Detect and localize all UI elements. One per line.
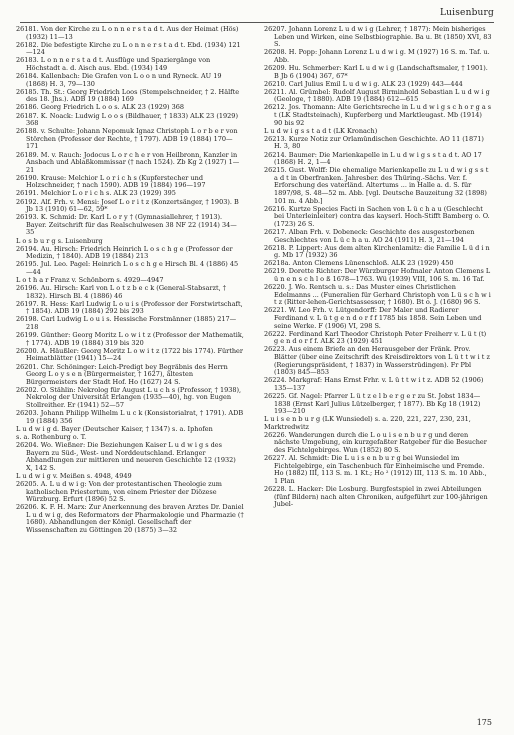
bibliography-entry: L o t h a r Franz v. Schönborn s. 4929—4947 (16, 276, 164, 284)
bibliography-entry: 26205. A. L u d w i g: Von der protestantischen Theologie zum katholischen Priestertum, von einem Priester der Diözese Würzburg. Erfurt (1896) 52 S. (16, 479, 222, 504)
bibliography-entry: 26183. L o n n e r s t a d t. Ausflüge und Spaziergänge von Höchstadt a. d. Aisch aus. Ebd. (1934) 149 (16, 56, 211, 72)
bibliography-entry: 26204. Wo. Wießner: Die Beziehungen Kaiser L u d w i g s des Bayern zu Süd-, West- und Norddeutschland. Erlanger Abhandlungen zur mittleren und neueren Geschichte 12 (1932) X, 142 S. (16, 440, 236, 472)
bibliography-entry: L u d w i g v. Meißen s. 4948, 4949 (16, 471, 132, 480)
bibliography-entry: 26188. v. Schulte: Johann Nepomuk Ignaz Christoph L o r b e r von Störchen (Professor der Rechte, † 1797). ADB 19 (1884) 170—171 (16, 127, 238, 151)
bibliography-entry: 26189. M. v. Rauch: Jodocus L o r c h e r von Heilbronn, Kanzler in Ansbach und Ablaßkommissar († nach 1524). Zb Kg 2 (1927) 1—21 (16, 150, 240, 174)
bibliography-entry: 26208. H. Popp: Johann Lorenz L u d w i g. M (1927) 16 S. m. Taf. u. Abb. (264, 48, 490, 64)
bibliography-entry: 26228. L. Hacker: Die Losburg. Burgfestspiel in zwei Abteilungen (fünf Bildern) nach alten Chroniken, aufgeführt zur 100-jährigen Jubel- (264, 485, 488, 509)
bibliography-entry: 26214. Baumer: Die Marienkapelle in L u d w i g s s t a d t. AO 17 (1868) H. 2, 1—4 (264, 150, 482, 167)
bibliography-entry: 26206. K. F. H. Marx: Zur Anerkennung des braven Arztes Dr. Daniel L u d w i g, des Reformators der Pharmakologie und Pharmazie († 1680). Abhandlungen der Königl. Gesellschaft der Wissenschaften zu Göttingen 20 (1875) 3—32 (16, 503, 244, 534)
bibliography-entry: 26194. Au. Hirsch: Friedrich Heinrich L o s c h g e (Professor der Medizin, † 1840). ADB 19 (1884) 213 (16, 244, 233, 261)
bibliography-entry: 26200. A. Häußler: Georg Moritz L o w i t z (1722 bis 1774). Fürther Heimatblätter (1941) 15—24 (16, 346, 243, 363)
bibliography-entry: s. a. Rothenburg o. T. (16, 432, 87, 441)
bibliography-entry: 26190. Krause: Melchior L o r i c h s (Kupferstecher und Holzschneider, † nach 1590). ADB 19 (1884) 196—197 (16, 173, 206, 190)
bibliography-entry: 26184. Kallenbach: Die Grafen von L o o n und Ryneck. AU 19 (1868) H. 3, 79—130 (16, 72, 222, 88)
bibliography-entry: 26224. Markgraf: Hans Ernst Frhr. v. L ü t t w i t z. ADB 52 (1906) 135—137 (264, 376, 484, 392)
bibliography-entry: L o s b u r g s. Luisenburg (16, 236, 103, 245)
bibliography-entry: L u d w i g d. Bayer (Deutscher Kaiser, † 1347) s. a. Iphofen (16, 424, 213, 433)
bibliography-entry: 26201. Chr. Schöninger: Leich-Predigt bey Begräbnis des Herrn Georg L o y s e n (Bürgermeister, † 1627), ältesten Bürgermeisters der Stadt Hof. Ho (1627) 24 S. (16, 362, 228, 386)
bibliography-entry: 26202. O. Stählin: Nekrolog für August L u c h s (Professor, † 1938), Nekrolog der Universität Erlangen (1935—40), hg. von Eugen Stollreither. Er (1941) 52—57 (16, 385, 242, 409)
bibliography-entry: 26185. Th. St.: Georg Friedrich Loos (Stempelschneider, † 2. Hälfte des 18. Jhs.). ADB 19 (1884) 169 (16, 87, 240, 104)
bibliography-entry: 26212. Jos. Thomann: Alte Gerichtsreche in L u d w i g s c h o r g a s t (LK Stadtsteinach), Kupferberg und Marktleugast. Mb (1914) 90 bis 92 (264, 103, 492, 127)
bibliography-entry: 26181. Von der Kirche zu L o n n e r s t a d t. Aus der Heimat (Hös) (1932) 11—13 (16, 25, 239, 41)
bibliography-entry: 26218a. Anton Clemens Lünenschloß. ALK 23 (1929) 450 (264, 259, 454, 268)
bibliography-entry: 26223. Aus einem Briefe an den Herausgeber der Fränk. Prov. Blätter (über eine Zeitschrift des Kreisdirektors von L ü t t w i t z (Regierungspräsident, † 1837) in Wasserstrüdingen). Fr Pbl (1803) 845—853 (264, 345, 490, 377)
bibliography-entry: 26199. Günther: Georg Moritz L o w i t z (Professor der Mathematik, † 1774). ADB 19 (1884) 319 bis 320 (16, 331, 244, 347)
bibliography-entry: L u d w i g s s t a d t (LK Kronach) (264, 126, 378, 135)
bibliography-entry: 26196. Au. Hirsch: Karl von L o t z b e c k (General-Stabsarzt, † 1832). Hirsch Bl. 4 (1886) 46 (16, 284, 227, 300)
bibliography-entry: 26226. Wanderungen durch die L o u i s e n b u r g und deren nächste Umgebung, ein kurzgefaßter Ratgeber für die Besucher des Fichtelgebirges. Wun (1852) 80 S. (264, 430, 487, 455)
bibliography-entry: 26217. Alban Frh. v. Dobeneck: Geschichte des ausgestorbenen Geschlechtes von L ü c h a u. AO 24 (1911) H. 3, 21—194 (264, 227, 475, 244)
bibliography-entry: 26193. K. Schmid: Dr. Karl L o r y † (Gymnasiallehrer, † 1913). Bayer. Zeitschrift für das Realschulwesen 38 NF 22 (1914) 34—35 (16, 213, 237, 237)
bibliography-entry: 26191. Melchior L o r i c h s. ALK 23 (1929) 395 (16, 189, 176, 198)
bibliography-entry: 26192. Alf. Frh. v. Mensi: Josef L o r i t z (Konzertsänger, † 1903). B Jb 13 (1910) 61—62, 59* (16, 197, 239, 214)
bibliography-entry: 26221. W. Leo Frh. v. Lütgendorff: Der Maler und Radierer Ferdinand v. L ü t g e n d o r f f 1785 bis 1858. Sein Leben und seine Werke. F (1906) VI, 298 S. (264, 306, 482, 330)
bibliography-entry: 26198. Carl Ludwig L o u i s. Hessische Forstmänner (1885) 217—218 (16, 315, 237, 332)
bibliography-entry: 26215. Gust. Wolff: Die ehemalige Marienkapelle zu L u d w i g s s t a d t in Oberfranken. Jahresber. des Thüring.-Sächs. Ver. f. Erforschung des vaterländ. Altertums ... in Halle a. d. S. für 1897/98, S. 48—52 m. Abb. [vgl. Deutsche Bauzeitung 32 (1898) 101 m. 4 Abb.] (264, 166, 489, 205)
header-rule (20, 22, 494, 23)
bibliography-entry: 26186. Georg Friedrich L o o s. ALK 23 (1929) 368 (16, 103, 185, 112)
running-header: Luisenburg (439, 8, 494, 18)
bibliography-entry: 26213. Kurze Notiz zur Orlamündischen Geschichte. AO 11 (1871) H. 3, 80 (264, 134, 484, 151)
bibliography-entry: 26210. Carl Julius Emil L u d w i g. ALK 23 (1929) 443—444 (264, 79, 463, 88)
bibliography-entry: 26216. Kurtze Species Facti in Sachen von L ü c h a u (Geschlecht bei Unterleinleiter) contra das kayserl. Hoch-Stifft Bamberg o. O. (1723) 26 S. (264, 204, 490, 228)
bibliography-entry: 26207. Johann Lorenz L u d w i g (Lehrer, † 1877): Mein bisheriges Leben und Wirken, eine Selbstbiographie. Ba u. Bt (1850) XVI, 83 S. (264, 25, 492, 49)
left-column (16, 26, 244, 535)
right-column (264, 26, 492, 509)
bibliography-entry: L u i s e n b u r g (LK Wunsiedel) s. a. 220, 221, 227, 230, 231, Marktredwitz (264, 415, 471, 431)
bibliography-entry: 26218. P. Lippert: Aus dem alten Kirchenlamitz: die Familie L ü d i n g. Mb 17 (1932) 36 (264, 243, 490, 260)
bibliography-entry: 26195. Jul. Leo. Pagel: Heinrich L o s c h g e Hirsch Bl. 4 (1886) 45—44 (16, 260, 239, 276)
bibliography-entry: 26211. Al. Grümbel: Rudolf August Birminhold Sebastian L u d w i g (Geologe, † 1880). ADB 19 (1884) 612—615 (264, 87, 490, 104)
page-number: 175 (476, 718, 492, 727)
bibliography-entry: 26197. R. Hess: Karl Ludwig L o u i s (Professor der Forstwirtschaft, † 1854). ADB 19 (1884) 292 bis 293 (16, 299, 243, 316)
bibliography-entry: 26219. Dorette Richter: Der Würzburger Hofmaler Anton Clemens L ü n e n s c h l o ß 1678—1763. Wü (1939) VIII, 106 S. m. 16 Taf. (264, 267, 491, 283)
bibliography-entry: 26227. Al. Schmidt: Die L u i s e n b u r g bei Wunsiedel im Fichtelgebirge, ein Taschenbuch für Einheimische und Fremde. Ho (1882) III, 113 S. m. 1 Kt.; Ho ² (1912) III, 113 S. m. 10 Abb., 1 Plan (264, 454, 487, 485)
bibliography-entry: 26222. Ferdinand Karl Theodor Christoph Peter Freiherr v. L ü t (t) g e n d o r f f. ALK 23 (1929) 451 (264, 329, 487, 346)
bibliography-entry: 26187. K. Noack: Ludwig L o o s (Bildhauer, † 1833) ALK 23 (1929) 368 (16, 111, 238, 128)
bibliography-entry: 26182. Die befestigte Kirche zu L o n n e r s t a d t. Ebd. (1934) 121—124 (16, 40, 241, 57)
bibliography-entry: 26209. Hu. Schmerber: Karl L u d w i g (Landschaftsmaler, † 1901). B Jb 6 (1904) 367, 67* (264, 63, 488, 80)
bibliography-entry: 26203. Johann Philipp Wilhelm L u c k (Konsistorialrat, † 1791). ADB 19 (1884) 356 (16, 409, 244, 425)
bibliography-entry: 26225. Gf. Nagel: Pfarrer L ü t z e l b e r g e r zu St. Jobst 1834—1838 (Ernst Karl Julius Lützelberger, † 1877). Bb Kg 18 (1912) 193—210 (264, 391, 481, 416)
bibliography-entry: 26220. J. Wo. Rentsch u. s.: Das Muster eines Christlichen Edelmanns ... (Funeralien für Gerhard Christoph von L ü s c h w i t z (Ritter-lehen-Gerichtsassessor, † 1680). Bt o. J. (1680) 96 S. (264, 283, 491, 307)
